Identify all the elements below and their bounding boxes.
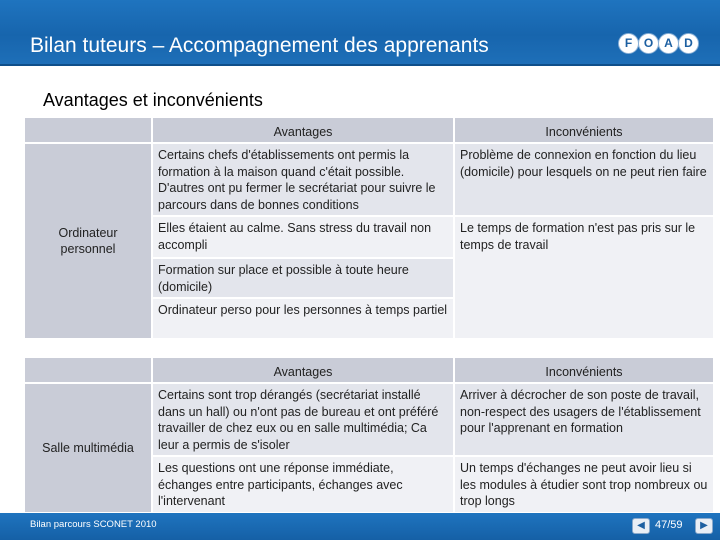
previous-slide-icon[interactable]: ◀ (632, 518, 650, 534)
table-corner (24, 357, 152, 383)
logo-letter-f: F (618, 33, 639, 54)
col-header-avantages: Avantages (152, 357, 454, 383)
logo-letter-a: A (658, 33, 679, 54)
table-cell: Formation sur place et possible à toute heure (domicile) (152, 258, 454, 298)
table-cell: Certains sont trop dérangés (secrétariat installé dans un hall) ou n'ont pas de bureau et ont préféré travailler de chez eux ou en salle multimédia; Ca leur a permis de s'isoler (152, 383, 454, 456)
slide-header (0, 0, 720, 66)
table-cell: Le temps de formation n'est pas pris sur le temps de travail (454, 216, 714, 339)
section-title: Avantages et inconvénients (43, 90, 263, 110)
table-cell: Certains chefs d'établissements ont permis la formation à la maison quand c'était possible. D'autres ont pu fermer le secrétariat pour suivre le parcours dans de bonnes conditions (152, 143, 454, 216)
table-cell: Un temps d'échanges ne peut avoir lieu si les modules à étudier sont trop nombreux ou trop longs (454, 456, 714, 513)
table-cell: Arriver à décrocher de son poste de travail, non-respect des usagers de l'établissement pour l'apprenant en formation (454, 383, 714, 456)
table-cell: Elles étaient au calme. Sans stress du travail non accompli (152, 216, 454, 258)
col-header-inconvenients: Inconvénients (454, 357, 714, 383)
col-header-avantages: Avantages (152, 117, 454, 143)
table-cell: Ordinateur perso pour les personnes à temps partiel (152, 298, 454, 339)
row-label: Ordinateur personnel (58, 225, 118, 256)
footer-source: Bilan parcours SCONET 2010 (30, 519, 157, 530)
logo-letter-o: O (638, 33, 659, 54)
row-label: Salle multimédia (42, 440, 134, 455)
table-corner (24, 117, 152, 143)
table-cell: Problème de connexion en fonction du lieu (domicile) pour lesquels on ne peut rien faire (454, 143, 714, 216)
slide-title: Bilan tuteurs – Accompagnement des apprenants (30, 34, 489, 57)
table-cell: Les questions ont une réponse immédiate, échanges entre participants, échanges avec l'intervenant (152, 456, 454, 513)
logo-letter-d: D (678, 33, 699, 54)
row-header-ordinateur (24, 143, 152, 339)
next-slide-icon[interactable]: ▶ (695, 518, 713, 534)
page-number: 47/59 (655, 519, 683, 531)
row-header-salle (24, 383, 152, 513)
col-header-inconvenients: Inconvénients (454, 117, 714, 143)
